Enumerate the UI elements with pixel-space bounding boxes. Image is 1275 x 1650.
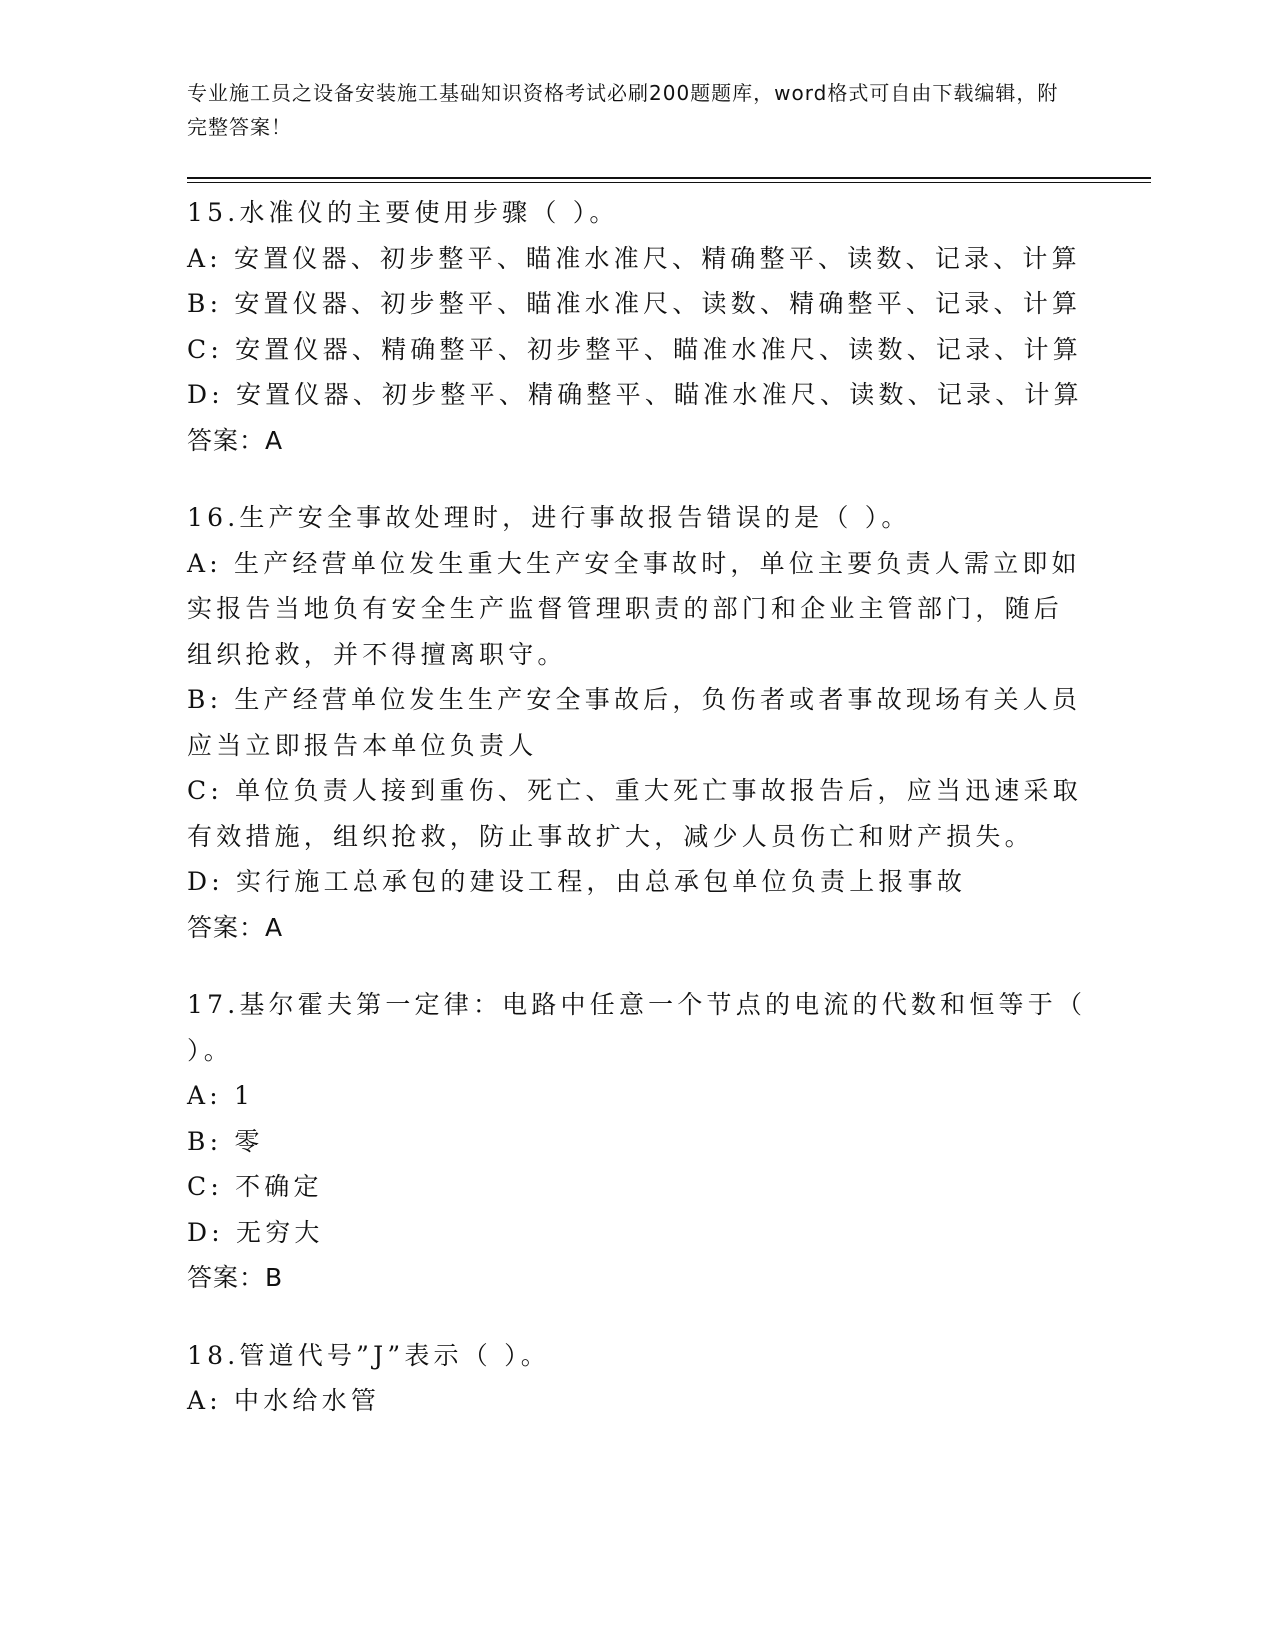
option-d: D: 安置仪器、初步整平、精确整平、瞄准水准尺、读数、记录、计算	[187, 380, 1083, 409]
question-stem: 15.水准仪的主要使用步骤（ ）。	[187, 198, 619, 227]
option-c: C: 安置仪器、精确整平、初步整平、瞄准水准尺、读数、记录、计算	[187, 334, 1082, 364]
option-c: C: 单位负责人接到重伤、死亡、重大死亡事故报告后，应当迅速采取有效措施，组织抢救，防止事故扩大，减少人员伤亡和财产损失。	[187, 776, 1082, 851]
option-b: B: 生产经营单位发生生产安全事故后，负伤者或者事故现场有关人员应当立即报告本单位负责人	[187, 685, 1082, 760]
option-d: D: 无穷大	[187, 1217, 324, 1247]
option-a: A: 安置仪器、初步整平、瞄准水准尺、精确整平、读数、记录、计算	[187, 243, 1081, 273]
question-16	[187, 495, 1087, 950]
option-a: A: 中水给水管	[187, 1386, 381, 1415]
question-15	[187, 190, 1087, 463]
question-stem: 17.基尔霍夫第一定律：电路中任意一个节点的电流的代数和恒等于（ ）。	[187, 990, 1087, 1065]
question-stem: 18.管道代号”J”表示（ ）。	[187, 1340, 550, 1370]
header-divider-thick	[187, 177, 1151, 179]
document-header: 专业施工员之设备安装施工基础知识资格考试必刷200题题库，word格式可自由下载编辑，附完整答案！	[187, 81, 1059, 139]
option-a: A: 生产经营单位发生重大生产安全事故时，单位主要负责人需立即如实报告当地负有安全生产监督管理职责的部门和企业主管部门，随后组织抢救，并不得擅离职守。	[187, 548, 1081, 669]
option-c: C: 不确定	[187, 1172, 323, 1201]
option-d: D: 实行施工总承包的建设工程，由总承包单位负责上报事故	[187, 867, 967, 896]
option-b: B: 零	[187, 1126, 264, 1156]
option-a: A: 1	[187, 1081, 255, 1110]
header-divider-thin	[187, 182, 1151, 183]
option-b: B: 安置仪器、初步整平、瞄准水准尺、读数、精确整平、记录、计算	[187, 289, 1082, 318]
question-17	[187, 982, 1087, 1301]
question-18	[187, 1333, 1087, 1424]
answer-label: 答案：A	[187, 912, 284, 942]
question-list	[187, 190, 1087, 1456]
question-stem: 16.生产安全事故处理时，进行事故报告错误的是（ ）。	[187, 503, 911, 532]
answer-label: 答案：A	[187, 425, 284, 455]
answer-label: 答案：B	[187, 1263, 284, 1292]
